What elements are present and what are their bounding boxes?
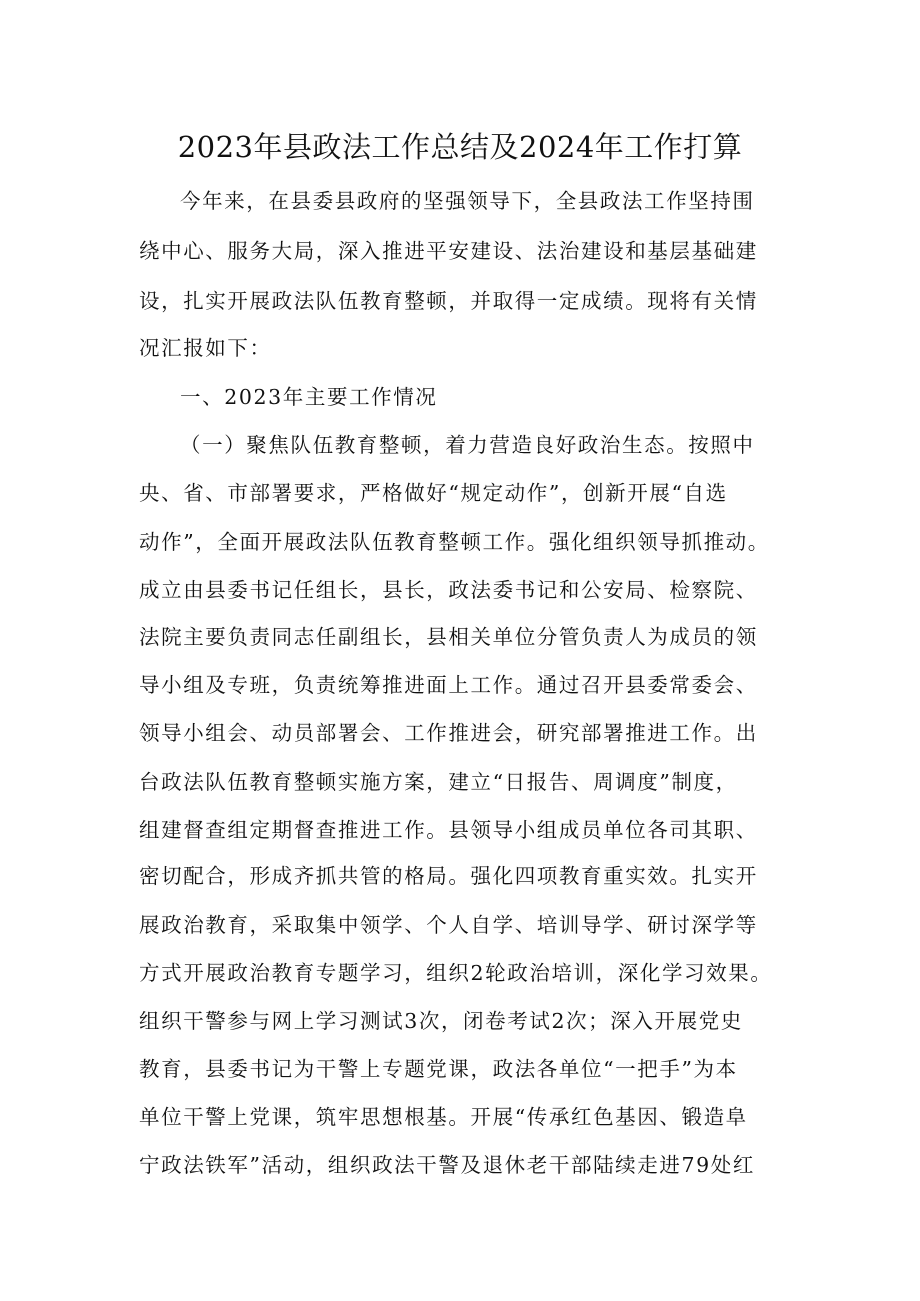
paragraph-line: 动作”，全面开展政法队伍教育整顿工作。强化组织领导抓推动。: [139, 530, 770, 554]
paragraph-line: （一）聚焦队伍教育整顿，着力营造良好政治生态。按照中: [180, 433, 755, 457]
paragraph-line: 组织干警参与网上学习测试3次，闭卷考试2次；深入开展党史: [139, 1009, 743, 1033]
paragraph-line: 台政法队伍教育整顿实施方案，建立“日报告、周调度”制度，: [139, 770, 738, 794]
paragraph-line: 教育，县委书记为干警上专题党课，政法各单位“一把手”为本: [139, 1057, 738, 1081]
paragraph-line: 方式开展政治教育专题学习，组织2轮政治培训，深化学习效果。: [139, 961, 773, 985]
paragraph-line: 况汇报如下：: [139, 336, 272, 360]
paragraph-line: 宁政法铁军”活动，组织政法干警及退休老干部陆续走进79处红: [139, 1153, 755, 1177]
paragraph-line: 组建督查组定期督查推进工作。县领导小组成员单位各司其职、: [139, 818, 758, 842]
paragraph-line: 央、省、市部署要求，严格做好“规定动作”，创新开展“自选: [139, 481, 728, 505]
paragraph-line: 密切配合，形成齐抓共管的格局。强化四项教育重实效。扎实开: [139, 864, 758, 888]
paragraph-line: 今年来，在县委县政府的坚强领导下，全县政法工作坚持围: [180, 189, 755, 213]
document-title: 2023年县政法工作总结及2024年工作打算: [177, 130, 743, 164]
paragraph-line: 领导小组会、动员部署会、工作推进会，研究部署推进工作。出: [139, 721, 758, 745]
paragraph-line: 展政治教育，采取集中领学、个人自学、培训导学、研讨深学等: [139, 913, 758, 937]
paragraph-line: 单位干警上党课，筑牢思想根基。开展“传承红色基因、锻造阜: [139, 1105, 748, 1129]
paragraph-line: 导小组及专班，负责统筹推进面上工作。通过召开县委常委会、: [139, 673, 758, 697]
paragraph-line: 绕中心、服务大局，深入推进平安建设、法治建设和基层基础建: [139, 239, 758, 263]
paragraph-line: 成立由县委书记任组长，县长，政法委书记和公安局、检察院、: [139, 578, 758, 602]
paragraph-line: 法院主要负责同志任副组长，县相关单位分管负责人为成员的领: [139, 625, 758, 649]
section-heading: 一、2023年主要工作情况: [180, 385, 438, 409]
paragraph-line: 设，扎实开展政法队伍教育整顿，并取得一定成绩。现将有关情: [139, 289, 758, 313]
